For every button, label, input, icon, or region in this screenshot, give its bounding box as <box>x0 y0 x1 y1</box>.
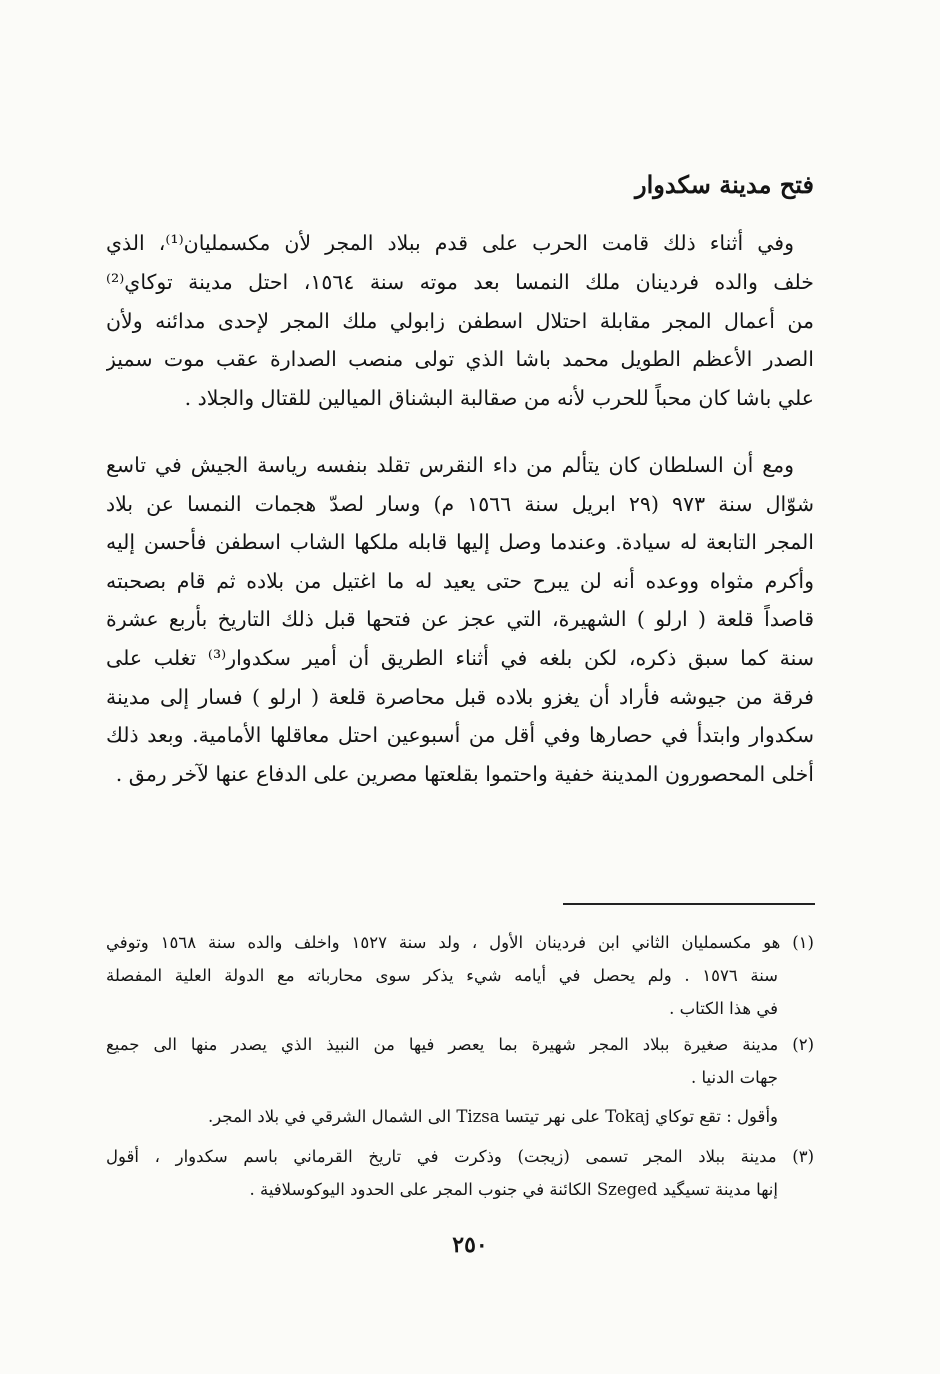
text-line: أخلى المحصورون المدينة خفية واحتموا بقلعتها مصرين على الدفاع عنها لآخر رمق . <box>115 761 814 786</box>
footnote-line: (٣) مدينة ببلاد المجر تسمى (زيجت) وذكرت في تاريخ القرماني باسم سكدوار ، أقول <box>106 1147 814 1166</box>
text-line: ومع أن السلطان كان يتألم من داء النقرس تقلد بنفسه رياسة الجيش في تاسع <box>106 453 794 477</box>
text-line: وفي أثناء ذلك قامت الحرب على قدم ببلاد المجر لأن مكسمليان⁽¹⁾، الذي <box>106 231 794 255</box>
footnote-1 <box>106 926 814 1025</box>
footnote-line: (٢) مدينة صغيرة ببلاد المجر شهيرة بما يعصر فيها من النبيذ الذي يصدر منها الى جميع <box>106 1035 814 1054</box>
paragraph-1 <box>106 224 814 418</box>
footnote-line: جهات الدنيا . <box>691 1068 778 1087</box>
text-line: قاصداً قلعة ( ارلو ) الشهيرة، التي عجز عن فتحها قبل ذلك التاريخ بأربع عشرة <box>106 607 814 632</box>
text-line: سنة كما سبق ذكره، لكن بلغه في أثناء الطريق أن أمير سكدوار⁽³⁾ تغلب على <box>106 645 814 670</box>
text-line: الصدر الأعظم الطويل محمد باشا الذي تولى منصب الصدارة عقب موت سميز <box>106 347 814 372</box>
text-line: وأكرم مثواه ووعده أنه لن يبرح حتى يعيد له ما اغتيل من بلاده ثم قام بصحبته <box>106 568 814 593</box>
text-line: خلف والده فردينان ملك النمسا بعد موته سنة ١٥٦٤، احتل مدينة توكاي⁽²⁾ <box>106 269 814 294</box>
paragraph-2 <box>106 446 814 793</box>
footnote-line: إنها مدينة تسيگيد Szeged الكائنة في جنوب المجر على الحدود اليوكوسلافية . <box>249 1180 778 1199</box>
text-line: من أعمال المجر مقابلة احتلال اسطفن زابولي ملك المجر لإحدى مدائنه ولأن <box>106 308 814 333</box>
footnote-line: سنة ١٥٧٦ . ولم يحصل في أيامه شيء يذكر سوى محارباته مع الدولة العلية المفصلة <box>106 966 778 985</box>
footnote-3 <box>106 1140 814 1206</box>
text-line: سكدوار وابتدأ في حصارها وفي أقل من أسبوعين احتل معاقلها الأمامية. وبعد ذلك <box>106 723 814 748</box>
text-line: شوّال سنة ٩٧٣ (٢٩ ابريل سنة ١٥٦٦ م) وسار لصدّ هجمات النمسا عن بلاد <box>106 491 814 516</box>
footnote-2-note <box>106 1100 814 1133</box>
footnote-2 <box>106 1028 814 1094</box>
footnote-divider <box>563 903 815 905</box>
text-line: المجر التابعة له سيادة. وعندما وصل إليها قابله ملكها الشاب اسطفن فأحسن إليه <box>106 530 814 555</box>
footnote-line: في هذا الكتاب . <box>669 999 778 1018</box>
text-line: فرقة من جيوشه فأراد أن يغزو بلاده قبل محاصرة قلعة ( ارلو ) فسار إلى مدينة <box>106 684 814 709</box>
page-number: ٢٥٠ <box>452 1232 488 1258</box>
section-heading: فتح مدينة سكدوار <box>635 170 814 199</box>
footnote-line: وأقول : تقع توكاي Tokaj على نهر تيتسا Tizsa الى الشمال الشرقي في بلاد المجر. <box>207 1107 778 1126</box>
footnote-line: (١) هو مكسمليان الثاني ابن فردينان الأول ، ولد سنة ١٥٢٧ واخلف والده سنة ١٥٦٨ وتوفي <box>106 933 814 952</box>
text-line: علي باشا كان محباً للحرب لأنه من صقالبة البشناق الميالين للقتال والجلاد . <box>184 386 814 411</box>
